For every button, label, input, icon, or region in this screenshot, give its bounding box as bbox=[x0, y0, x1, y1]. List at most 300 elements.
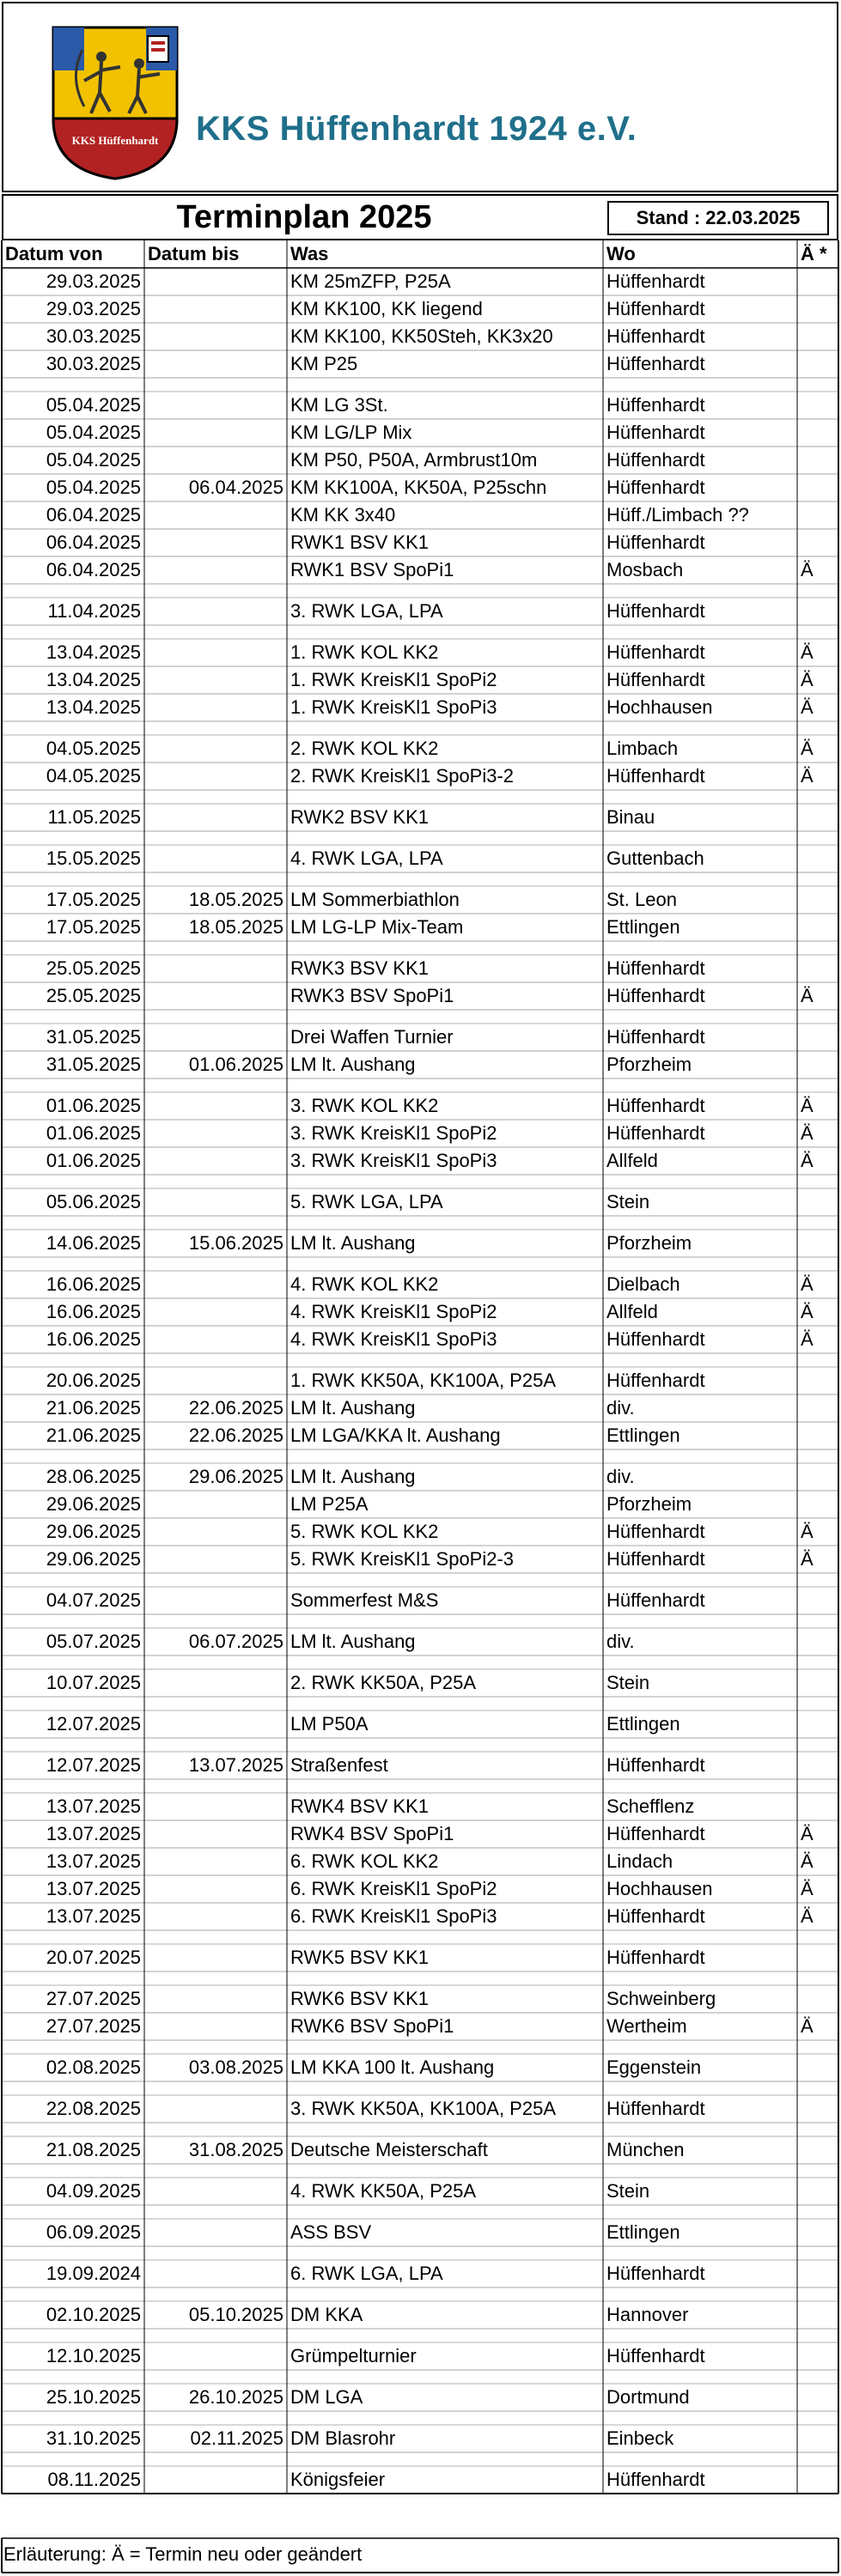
event-location: Allfeld bbox=[606, 1301, 658, 1322]
event-name: KM 25mZFP, P25A bbox=[290, 270, 451, 292]
date-from: 29.06.2025 bbox=[46, 1521, 141, 1542]
changed-flag: Ä bbox=[801, 1095, 814, 1116]
date-from: 05.04.2025 bbox=[46, 394, 141, 416]
event-name: 2. RWK KOL KK2 bbox=[290, 738, 439, 759]
date-to: 22.06.2025 bbox=[188, 1397, 283, 1419]
event-name: RWK2 BSV KK1 bbox=[290, 806, 429, 828]
changed-flag bbox=[801, 886, 835, 914]
changed-flag bbox=[801, 1463, 835, 1491]
event-location: Hüffenhardt bbox=[606, 298, 705, 319]
event-name: 4. RWK KreisKl1 SpoPi3 bbox=[290, 1328, 497, 1350]
changed-flag bbox=[801, 1628, 835, 1656]
date-to bbox=[148, 1848, 283, 1875]
event-name: LM LGA/KKA lt. Aushang bbox=[290, 1425, 501, 1446]
event-location: Hüffenhardt bbox=[606, 1095, 705, 1116]
date-from: 13.04.2025 bbox=[46, 669, 141, 690]
event-name: KM KK 3x40 bbox=[290, 504, 396, 526]
date-from: 28.06.2025 bbox=[46, 1466, 141, 1487]
date-from: 25.10.2025 bbox=[46, 2386, 141, 2408]
event-location: Stein bbox=[606, 2180, 650, 2202]
date-from: 04.05.2025 bbox=[46, 738, 141, 759]
event-location: Hüffenhardt bbox=[606, 1754, 705, 1776]
event-location: Pforzheim bbox=[606, 1054, 692, 1075]
date-to: 06.07.2025 bbox=[188, 1631, 283, 1652]
event-name: RWK6 BSV KK1 bbox=[290, 1988, 429, 2009]
event-location: div. bbox=[606, 1466, 635, 1487]
date-from: 04.07.2025 bbox=[46, 1589, 141, 1611]
event-name: RWK4 BSV KK1 bbox=[290, 1795, 429, 1817]
event-name: RWK4 BSV SpoPi1 bbox=[290, 1823, 454, 1844]
date-to bbox=[148, 529, 283, 556]
changed-flag bbox=[801, 1367, 835, 1394]
date-from: 04.05.2025 bbox=[46, 765, 141, 787]
event-location: Hüffenhardt bbox=[606, 1947, 705, 1968]
event-location: Hüffenhardt bbox=[606, 353, 705, 374]
changed-flag: Ä bbox=[801, 1122, 814, 1144]
changed-flag: Ä bbox=[801, 985, 814, 1006]
changed-flag bbox=[801, 2260, 835, 2287]
changed-flag bbox=[801, 914, 835, 941]
changed-flag bbox=[801, 501, 835, 529]
changed-flag bbox=[801, 392, 835, 419]
event-location: Hannover bbox=[606, 2304, 689, 2325]
event-name: LM P25A bbox=[290, 1493, 369, 1515]
date-to bbox=[148, 1903, 283, 1930]
club-name: KKS Hüffenhardt 1924 e.V. bbox=[196, 110, 637, 148]
event-location: Hüffenhardt bbox=[606, 2263, 705, 2284]
date-from: 31.10.2025 bbox=[46, 2427, 141, 2449]
changed-flag bbox=[801, 2301, 835, 2329]
event-location: Hüffenhardt bbox=[606, 2345, 705, 2366]
date-from: 05.04.2025 bbox=[46, 422, 141, 443]
event-location: Hüffenhardt bbox=[606, 1823, 705, 1844]
column-header-von: Datum von bbox=[5, 243, 103, 264]
event-location: Hüffenhardt bbox=[606, 1026, 705, 1048]
changed-flag bbox=[801, 2136, 835, 2164]
date-from: 31.05.2025 bbox=[46, 1026, 141, 1048]
event-location: Limbach bbox=[606, 738, 679, 759]
date-from: 06.04.2025 bbox=[46, 559, 141, 580]
event-location: Hüffenhardt bbox=[606, 325, 705, 347]
changed-flag bbox=[801, 1188, 835, 1216]
event-name: RWK6 BSV SpoPi1 bbox=[290, 2015, 454, 2037]
event-location: Hüffenhardt bbox=[606, 477, 705, 498]
event-location: Hüff./Limbach ?? bbox=[606, 504, 749, 526]
event-location: Hüffenhardt bbox=[606, 532, 705, 553]
event-location: Hochhausen bbox=[606, 1878, 713, 1899]
event-location: Hüffenhardt bbox=[606, 600, 705, 622]
event-name: KM LG/LP Mix bbox=[290, 422, 412, 443]
changed-flag: Ä bbox=[801, 1850, 814, 1872]
date-from: 29.06.2025 bbox=[46, 1493, 141, 1515]
date-to: 13.07.2025 bbox=[188, 1754, 283, 1776]
event-name: 6. RWK KreisKl1 SpoPi2 bbox=[290, 1878, 497, 1899]
changed-flag bbox=[801, 419, 835, 447]
event-location: Hüffenhardt bbox=[606, 1589, 705, 1611]
changed-flag: Ä bbox=[801, 696, 814, 718]
date-to: 18.05.2025 bbox=[188, 916, 283, 938]
changed-flag bbox=[801, 529, 835, 556]
event-name: RWK5 BSV KK1 bbox=[290, 1947, 429, 1968]
changed-flag bbox=[801, 2384, 835, 2411]
event-name: LM KKA 100 lt. Aushang bbox=[290, 2057, 495, 2078]
event-name: LM lt. Aushang bbox=[290, 1466, 416, 1487]
changed-flag bbox=[801, 2178, 835, 2205]
date-to: 18.05.2025 bbox=[188, 889, 283, 910]
event-location: Allfeld bbox=[606, 1150, 658, 1171]
date-from: 05.04.2025 bbox=[46, 449, 141, 471]
date-to: 31.08.2025 bbox=[188, 2139, 283, 2160]
event-name: LM LG-LP Mix-Team bbox=[290, 916, 464, 938]
date-to: 02.11.2025 bbox=[190, 2427, 283, 2449]
date-from: 06.04.2025 bbox=[46, 504, 141, 526]
event-location: Ettlingen bbox=[606, 2221, 680, 2243]
event-location: Pforzheim bbox=[606, 1232, 692, 1254]
date-from: 20.06.2025 bbox=[46, 1370, 141, 1391]
date-from: 21.08.2025 bbox=[46, 2139, 141, 2160]
changed-flag: Ä bbox=[801, 1823, 814, 1844]
date-to: 05.10.2025 bbox=[188, 2304, 283, 2325]
date-from: 20.07.2025 bbox=[46, 1947, 141, 1968]
event-name: LM lt. Aushang bbox=[290, 1054, 416, 1075]
event-name: 4. RWK KreisKl1 SpoPi2 bbox=[290, 1301, 497, 1322]
date-from: 08.11.2025 bbox=[47, 2469, 141, 2490]
event-name: Straßenfest bbox=[290, 1754, 388, 1776]
event-name: 3. RWK KreisKl1 SpoPi2 bbox=[290, 1122, 497, 1144]
date-to bbox=[148, 2178, 283, 2205]
date-to bbox=[148, 2466, 283, 2494]
event-name: 6. RWK KreisKl1 SpoPi3 bbox=[290, 1905, 497, 1927]
event-name: 6. RWK KOL KK2 bbox=[290, 1850, 439, 1872]
date-from: 06.09.2025 bbox=[46, 2221, 141, 2243]
event-name: Drei Waffen Turnier bbox=[290, 1026, 454, 1048]
changed-flag bbox=[801, 598, 835, 625]
event-location: Dielbach bbox=[606, 1273, 680, 1295]
date-to bbox=[148, 982, 283, 1010]
date-from: 02.10.2025 bbox=[46, 2304, 141, 2325]
changed-flag: Ä bbox=[801, 1905, 814, 1927]
date-to: 03.08.2025 bbox=[188, 2057, 283, 2078]
event-name: RWK1 BSV KK1 bbox=[290, 532, 429, 553]
event-name: Sommerfest M&S bbox=[290, 1589, 439, 1611]
event-location: Eggenstein bbox=[606, 2057, 702, 2078]
changed-flag: Ä bbox=[801, 2015, 814, 2037]
event-name: LM P50A bbox=[290, 1713, 369, 1735]
changed-flag: Ä bbox=[801, 1878, 814, 1899]
changed-flag bbox=[801, 2425, 835, 2452]
date-from: 10.07.2025 bbox=[46, 1672, 141, 1693]
date-to bbox=[148, 804, 283, 831]
changed-flag: Ä bbox=[801, 559, 814, 580]
date-from: 13.07.2025 bbox=[46, 1850, 141, 1872]
date-from: 01.06.2025 bbox=[46, 1150, 141, 1171]
date-to bbox=[148, 323, 283, 350]
date-to bbox=[148, 2095, 283, 2123]
date-to: 26.10.2025 bbox=[188, 2386, 283, 2408]
date-to bbox=[148, 1147, 283, 1175]
event-name: LM lt. Aushang bbox=[290, 1232, 416, 1254]
event-name: 5. RWK KOL KK2 bbox=[290, 1521, 439, 1542]
changed-flag bbox=[801, 1394, 835, 1422]
event-name: 2. RWK KK50A, P25A bbox=[290, 1672, 477, 1693]
changed-flag bbox=[801, 1230, 835, 1257]
event-name: RWK3 BSV KK1 bbox=[290, 957, 429, 979]
event-location: Stein bbox=[606, 1191, 650, 1212]
changed-flag: Ä bbox=[801, 1301, 814, 1322]
event-location: Wertheim bbox=[606, 2015, 687, 2037]
event-location: Guttenbach bbox=[606, 848, 704, 869]
date-to bbox=[148, 598, 283, 625]
event-location: Stein bbox=[606, 1672, 650, 1693]
date-to bbox=[148, 1793, 283, 1820]
date-to bbox=[148, 762, 283, 790]
date-to bbox=[148, 501, 283, 529]
event-name: RWK1 BSV SpoPi1 bbox=[290, 559, 454, 580]
changed-flag bbox=[801, 1752, 835, 1779]
date-to bbox=[148, 694, 283, 721]
date-from: 27.07.2025 bbox=[46, 1988, 141, 2009]
event-location: St. Leon bbox=[606, 889, 677, 910]
date-from: 05.04.2025 bbox=[46, 477, 141, 498]
event-name: Grümpelturnier bbox=[290, 2345, 417, 2366]
changed-flag: Ä bbox=[801, 669, 814, 690]
event-name: 1. RWK KOL KK2 bbox=[290, 641, 439, 663]
changed-flag bbox=[801, 2219, 835, 2246]
event-name: DM Blasrohr bbox=[290, 2427, 396, 2449]
event-name: Königsfeier bbox=[290, 2469, 386, 2490]
date-to: 06.04.2025 bbox=[188, 477, 283, 498]
event-location: Hüffenhardt bbox=[606, 2098, 705, 2119]
date-from: 22.08.2025 bbox=[46, 2098, 141, 2119]
date-from: 01.06.2025 bbox=[46, 1095, 141, 1116]
event-location: Hüffenhardt bbox=[606, 1122, 705, 1144]
event-location: Hüffenhardt bbox=[606, 2469, 705, 2490]
changed-flag bbox=[801, 2095, 835, 2123]
column-header-ae: Ä * bbox=[801, 243, 827, 264]
date-from: 13.07.2025 bbox=[46, 1795, 141, 1817]
event-location: Hüffenhardt bbox=[606, 422, 705, 443]
date-from: 17.05.2025 bbox=[46, 916, 141, 938]
date-from: 30.03.2025 bbox=[46, 325, 141, 347]
date-from: 29.03.2025 bbox=[46, 270, 141, 292]
event-location: Hüffenhardt bbox=[606, 1548, 705, 1570]
event-location: Pforzheim bbox=[606, 1493, 692, 1515]
event-location: Hüffenhardt bbox=[606, 449, 705, 471]
date-to bbox=[148, 419, 283, 447]
date-from: 12.07.2025 bbox=[46, 1713, 141, 1735]
event-location: Hüffenhardt bbox=[606, 1370, 705, 1391]
date-to bbox=[148, 845, 283, 872]
date-to bbox=[148, 2013, 283, 2040]
date-from: 25.05.2025 bbox=[46, 985, 141, 1006]
event-name: DM KKA bbox=[290, 2304, 363, 2325]
changed-flag: Ä bbox=[801, 1273, 814, 1295]
changed-flag bbox=[801, 2466, 835, 2494]
date-to bbox=[148, 1518, 283, 1546]
date-to bbox=[148, 556, 283, 584]
event-location: Hüffenhardt bbox=[606, 394, 705, 416]
event-name: 3. RWK KreisKl1 SpoPi3 bbox=[290, 1150, 497, 1171]
changed-flag bbox=[801, 1587, 835, 1614]
event-name: DM LGA bbox=[290, 2386, 363, 2408]
date-to bbox=[148, 639, 283, 666]
event-location: Schefflenz bbox=[606, 1795, 695, 1817]
date-to bbox=[148, 1820, 283, 1848]
date-from: 31.05.2025 bbox=[46, 1054, 141, 1075]
changed-flag bbox=[801, 474, 835, 501]
changed-flag bbox=[801, 1669, 835, 1697]
date-to bbox=[148, 447, 283, 474]
date-to bbox=[148, 392, 283, 419]
date-to bbox=[148, 1326, 283, 1353]
legend-note: Erläuterung: Ä = Termin neu oder geändert bbox=[3, 2543, 363, 2565]
date-from: 12.10.2025 bbox=[46, 2345, 141, 2366]
changed-flag: Ä bbox=[801, 1521, 814, 1542]
changed-flag bbox=[801, 1491, 835, 1518]
event-name: KM P25 bbox=[290, 353, 358, 374]
changed-flag: Ä bbox=[801, 1328, 814, 1350]
event-name: KM KK100, KK50Steh, KK3x20 bbox=[290, 325, 553, 347]
date-from: 05.06.2025 bbox=[46, 1191, 141, 1212]
column-header-bis: Datum bis bbox=[148, 243, 240, 264]
event-location: Hüffenhardt bbox=[606, 1328, 705, 1350]
changed-flag bbox=[801, 1024, 835, 1051]
date-from: 13.04.2025 bbox=[46, 696, 141, 718]
changed-flag bbox=[801, 1422, 835, 1449]
event-name: 3. RWK LGA, LPA bbox=[290, 600, 443, 622]
column-header-was: Was bbox=[290, 243, 329, 264]
event-location: Schweinberg bbox=[606, 1988, 716, 2009]
date-to bbox=[148, 735, 283, 762]
changed-flag bbox=[801, 1985, 835, 2013]
date-to bbox=[148, 295, 283, 323]
date-from: 29.03.2025 bbox=[46, 298, 141, 319]
changed-flag: Ä bbox=[801, 1548, 814, 1570]
date-to bbox=[148, 1367, 283, 1394]
event-name: KM KK100, KK liegend bbox=[290, 298, 483, 319]
event-location: Hüffenhardt bbox=[606, 1905, 705, 1927]
date-from: 02.08.2025 bbox=[46, 2057, 141, 2078]
event-location: div. bbox=[606, 1631, 635, 1652]
date-to: 22.06.2025 bbox=[188, 1425, 283, 1446]
date-from: 11.05.2025 bbox=[47, 806, 141, 828]
date-to bbox=[148, 666, 283, 694]
event-location: Hüffenhardt bbox=[606, 641, 705, 663]
date-to bbox=[148, 1546, 283, 1573]
document-title: Terminplan 2025 bbox=[176, 199, 432, 235]
column-header-wo: Wo bbox=[606, 243, 636, 264]
event-location: Hüffenhardt bbox=[606, 669, 705, 690]
date-from: 21.06.2025 bbox=[46, 1397, 141, 1419]
date-from: 19.09.2024 bbox=[46, 2263, 141, 2284]
date-to bbox=[148, 1298, 283, 1326]
date-from: 13.07.2025 bbox=[46, 1878, 141, 1899]
date-from: 13.04.2025 bbox=[46, 641, 141, 663]
changed-flag bbox=[801, 955, 835, 982]
event-location: Lindach bbox=[606, 1850, 673, 1872]
date-from: 21.06.2025 bbox=[46, 1425, 141, 1446]
event-location: Hüffenhardt bbox=[606, 270, 705, 292]
event-location: Hüffenhardt bbox=[606, 765, 705, 787]
event-name: KM LG 3St. bbox=[290, 394, 388, 416]
date-from: 25.05.2025 bbox=[46, 957, 141, 979]
club-shield-logo bbox=[50, 24, 180, 182]
title-row bbox=[2, 194, 838, 240]
date-from: 11.04.2025 bbox=[47, 600, 141, 622]
event-location: Mosbach bbox=[606, 559, 684, 580]
event-name: LM Sommerbiathlon bbox=[290, 889, 460, 910]
changed-flag bbox=[801, 804, 835, 831]
event-name: ASS BSV bbox=[290, 2221, 372, 2243]
event-location: div. bbox=[606, 1397, 635, 1419]
event-name: Deutsche Meisterschaft bbox=[290, 2139, 488, 2160]
event-location: Hüffenhardt bbox=[606, 1521, 705, 1542]
date-to: 29.06.2025 bbox=[188, 1466, 283, 1487]
date-to bbox=[148, 1092, 283, 1120]
logo-text: KKS Hüffenhardt bbox=[71, 134, 159, 147]
date-to bbox=[148, 2219, 283, 2246]
changed-flag bbox=[801, 323, 835, 350]
event-location: Ettlingen bbox=[606, 916, 680, 938]
changed-flag bbox=[801, 268, 835, 295]
event-location: Ettlingen bbox=[606, 1425, 680, 1446]
date-from: 12.07.2025 bbox=[46, 1754, 141, 1776]
stand-date: Stand : 22.03.2025 bbox=[607, 201, 829, 235]
event-name: 1. RWK KreisKl1 SpoPi2 bbox=[290, 669, 497, 690]
event-name: 5. RWK LGA, LPA bbox=[290, 1191, 443, 1212]
date-to bbox=[148, 2342, 283, 2370]
header-box bbox=[2, 2, 838, 192]
event-location: Ettlingen bbox=[606, 1713, 680, 1735]
changed-flag bbox=[801, 350, 835, 378]
event-name: 6. RWK LGA, LPA bbox=[290, 2263, 443, 2284]
changed-flag bbox=[801, 845, 835, 872]
date-to bbox=[148, 1875, 283, 1903]
event-name: 1. RWK KreisKl1 SpoPi3 bbox=[290, 696, 497, 718]
event-name: LM lt. Aushang bbox=[290, 1397, 416, 1419]
event-location: Hochhausen bbox=[606, 696, 713, 718]
changed-flag: Ä bbox=[801, 738, 814, 759]
date-to bbox=[148, 1024, 283, 1051]
event-name: LM lt. Aushang bbox=[290, 1631, 416, 1652]
date-to bbox=[148, 350, 283, 378]
date-from: 16.06.2025 bbox=[46, 1273, 141, 1295]
date-from: 27.07.2025 bbox=[46, 2015, 141, 2037]
date-from: 01.06.2025 bbox=[46, 1122, 141, 1144]
date-to bbox=[148, 2260, 283, 2287]
event-location: Hüffenhardt bbox=[606, 985, 705, 1006]
date-from: 16.06.2025 bbox=[46, 1301, 141, 1322]
date-to bbox=[148, 1120, 283, 1147]
changed-flag bbox=[801, 1793, 835, 1820]
event-location: Dortmund bbox=[606, 2386, 690, 2408]
changed-flag bbox=[801, 295, 835, 323]
changed-flag bbox=[801, 1944, 835, 1971]
date-from: 13.07.2025 bbox=[46, 1823, 141, 1844]
date-from: 06.04.2025 bbox=[46, 532, 141, 553]
event-name: 4. RWK KOL KK2 bbox=[290, 1273, 439, 1295]
event-location: Binau bbox=[606, 806, 655, 828]
date-to bbox=[148, 1188, 283, 1216]
date-to bbox=[148, 1669, 283, 1697]
date-to bbox=[148, 1587, 283, 1614]
event-name: 3. RWK KK50A, KK100A, P25A bbox=[290, 2098, 556, 2119]
date-to: 01.06.2025 bbox=[188, 1054, 283, 1075]
date-to bbox=[148, 1491, 283, 1518]
date-to bbox=[148, 955, 283, 982]
date-to bbox=[148, 268, 283, 295]
date-from: 30.03.2025 bbox=[46, 353, 141, 374]
